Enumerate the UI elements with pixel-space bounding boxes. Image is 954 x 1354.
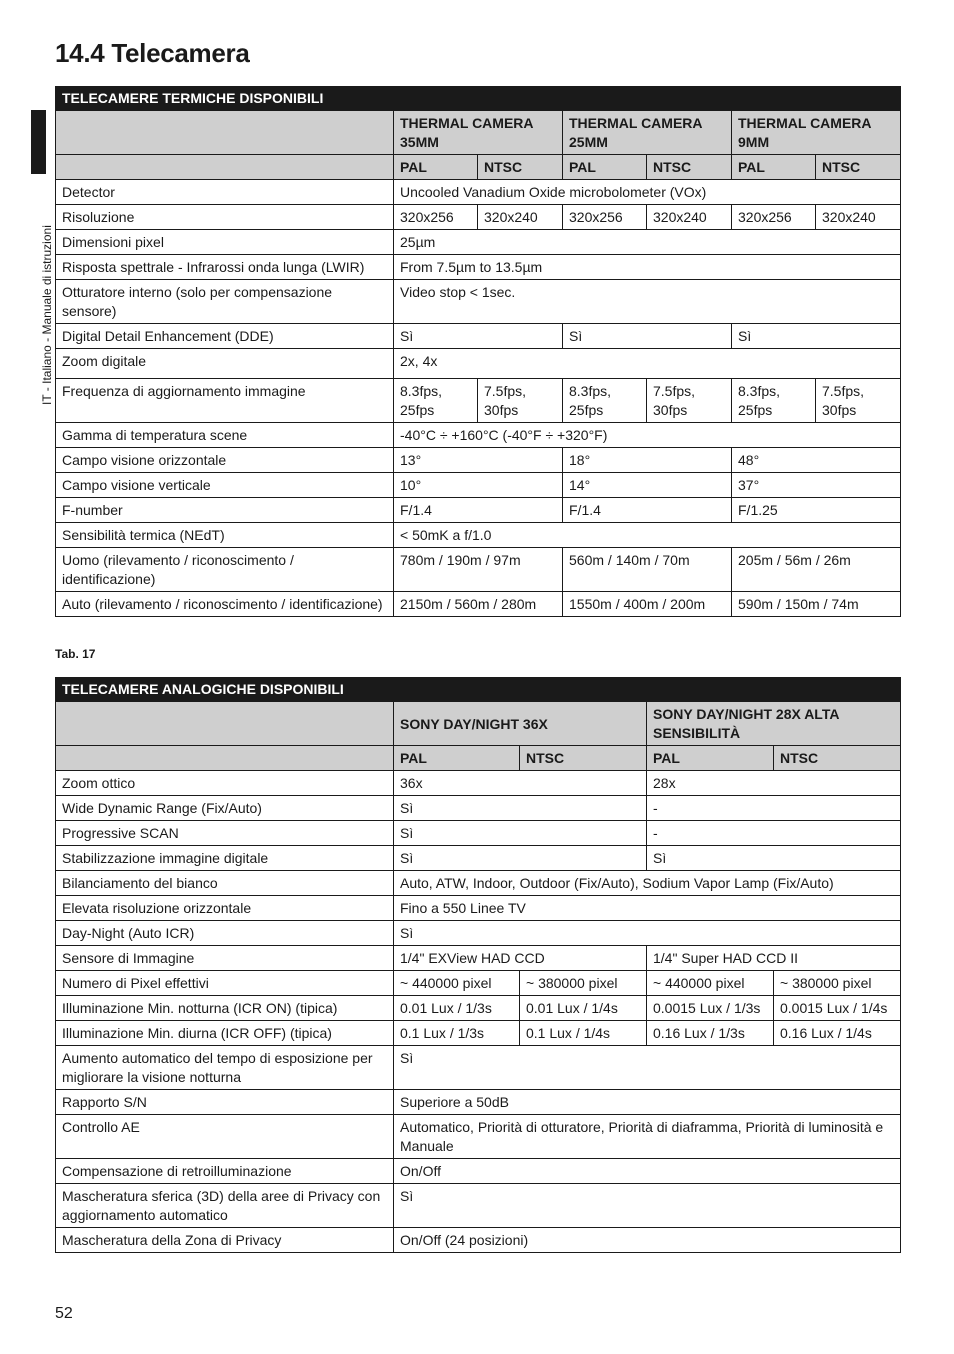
header-pal: PAL xyxy=(647,746,774,771)
table-row xyxy=(56,255,901,280)
table-row xyxy=(56,498,901,523)
row-label: Progressive SCAN xyxy=(56,821,394,846)
header-ntsc: NTSC xyxy=(647,155,732,180)
cell-value: 320x256 xyxy=(394,205,478,230)
row-label: Dimensioni pixel xyxy=(56,230,394,255)
row-label: Frequenza di aggiornamento immagine xyxy=(56,379,394,423)
cell-value: 0.0015 Lux / 1/4s xyxy=(774,996,901,1021)
cell-value: 25µm xyxy=(394,230,901,255)
cell-value: 780m / 190m / 97m xyxy=(394,548,563,592)
page-number: 52 xyxy=(55,1305,73,1322)
row-label: Illuminazione Min. notturna (ICR ON) (tipica) xyxy=(56,996,394,1021)
table-row xyxy=(56,1115,901,1159)
cell-value: ~ 440000 pixel xyxy=(647,971,774,996)
table-row xyxy=(56,821,901,846)
cell-value: - xyxy=(647,821,901,846)
cell-value: 0.01 Lux / 1/3s xyxy=(394,996,520,1021)
cell-value: Sì xyxy=(394,796,647,821)
cell-value: Automatico, Priorità di otturatore, Priorità di diaframma, Priorità di luminosità e Manuale xyxy=(394,1115,901,1159)
cell-value: 13° xyxy=(394,448,563,473)
row-label: Risoluzione xyxy=(56,205,394,230)
cell-value: 320x240 xyxy=(816,205,901,230)
cell-value: Sì xyxy=(394,846,647,871)
cell-value: Uncooled Vanadium Oxide microbolometer (VOx) xyxy=(394,180,901,205)
row-label: Sensibilità termica (NEdT) xyxy=(56,523,394,548)
row-label: Gamma di temperatura scene xyxy=(56,423,394,448)
table-row xyxy=(56,1159,901,1184)
cell-value: 320x240 xyxy=(478,205,563,230)
row-label: Mascheratura sferica (3D) della aree di Privacy con aggiornamento automatico xyxy=(56,1184,394,1228)
header-sony-28x: SONY DAY/NIGHT 28X ALTA SENSIBILITÀ xyxy=(647,702,901,746)
table-row xyxy=(56,996,901,1021)
table-row xyxy=(56,971,901,996)
header-pal: PAL xyxy=(394,155,478,180)
table-row xyxy=(56,349,901,379)
page-title: 14.4 Telecamera xyxy=(55,38,250,68)
cell-value: 320x240 xyxy=(647,205,732,230)
row-label: Zoom ottico xyxy=(56,771,394,796)
row-label: Controllo AE xyxy=(56,1115,394,1159)
cell-value: 10° xyxy=(394,473,563,498)
cell-value: Sì xyxy=(394,1184,901,1228)
cell-value: 8.3fps, 25fps xyxy=(563,379,647,423)
header-ntsc: NTSC xyxy=(478,155,563,180)
cell-value: 2150m / 560m / 280m xyxy=(394,592,563,617)
table-banner: TELECAMERE TERMICHE DISPONIBILI xyxy=(56,87,901,111)
row-label: Bilanciamento del bianco xyxy=(56,871,394,896)
cell-value: 1550m / 400m / 200m xyxy=(563,592,732,617)
row-label: Uomo (rilevamento / riconoscimento / identificazione) xyxy=(56,548,394,592)
cell-value: 320x256 xyxy=(732,205,816,230)
row-label: Detector xyxy=(56,180,394,205)
cell-value: Sì xyxy=(647,846,901,871)
cell-value: 0.16 Lux / 1/3s xyxy=(647,1021,774,1046)
cell-value: 2x, 4x xyxy=(394,349,901,379)
cell-value: Fino a 550 Linee TV xyxy=(394,896,901,921)
cell-value: Superiore a 50dB xyxy=(394,1090,901,1115)
row-label: Digital Detail Enhancement (DDE) xyxy=(56,324,394,349)
table-row xyxy=(56,592,901,617)
cell-value: From 7.5µm to 13.5µm xyxy=(394,255,901,280)
header-cam-25mm: THERMAL CAMERA 25MM xyxy=(563,111,732,155)
row-label: Illuminazione Min. diurna (ICR OFF) (tipica) xyxy=(56,1021,394,1046)
table-row xyxy=(56,796,901,821)
cell-value: Auto, ATW, Indoor, Outdoor (Fix/Auto), Sodium Vapor Lamp (Fix/Auto) xyxy=(394,871,901,896)
cell-value: Sì xyxy=(394,821,647,846)
cell-value: 1/4" Super HAD CCD II xyxy=(647,946,901,971)
table-row xyxy=(56,324,901,349)
row-label: Campo visione verticale xyxy=(56,473,394,498)
table-banner: TELECAMERE ANALOGICHE DISPONIBILI xyxy=(56,678,901,702)
table-caption: Tab. 17 xyxy=(55,647,96,661)
table-row xyxy=(56,548,901,592)
table-row xyxy=(56,1021,901,1046)
cell-value: 7.5fps, 30fps xyxy=(816,379,901,423)
header-cam-9mm: THERMAL CAMERA 9MM xyxy=(732,111,901,155)
row-label: Numero di Pixel effettivi xyxy=(56,971,394,996)
cell-value: On/Off xyxy=(394,1159,901,1184)
cell-value: 18° xyxy=(563,448,732,473)
table-row xyxy=(56,205,901,230)
table-row xyxy=(56,280,901,324)
analog-cameras-table xyxy=(55,677,901,1253)
cell-value: 0.1 Lux / 1/4s xyxy=(520,1021,647,1046)
row-label: Campo visione orizzontale xyxy=(56,448,394,473)
table-row xyxy=(56,180,901,205)
row-label: Elevata risoluzione orizzontale xyxy=(56,896,394,921)
table-row xyxy=(56,1228,901,1253)
cell-value: ~ 380000 pixel xyxy=(520,971,647,996)
cell-value: 8.3fps, 25fps xyxy=(732,379,816,423)
table-row xyxy=(56,379,901,423)
row-label: Mascheratura della Zona di Privacy xyxy=(56,1228,394,1253)
cell-value: F/1.4 xyxy=(563,498,732,523)
table-row xyxy=(56,1184,901,1228)
row-label: Wide Dynamic Range (Fix/Auto) xyxy=(56,796,394,821)
header-blank xyxy=(56,155,394,180)
cell-value: Video stop < 1sec. xyxy=(394,280,901,324)
table-row xyxy=(56,523,901,548)
row-label: Auto (rilevamento / riconoscimento / identificazione) xyxy=(56,592,394,617)
side-label: IT - Italiano - Manuale di istruzioni xyxy=(40,225,54,405)
cell-value: 14° xyxy=(563,473,732,498)
table-row xyxy=(56,1090,901,1115)
table-row xyxy=(56,771,901,796)
cell-value: 36x xyxy=(394,771,647,796)
cell-value: < 50mK a f/1.0 xyxy=(394,523,901,548)
cell-value: 8.3fps, 25fps xyxy=(394,379,478,423)
header-pal: PAL xyxy=(563,155,647,180)
thermal-cameras-table xyxy=(55,86,901,617)
cell-value: 560m / 140m / 70m xyxy=(563,548,732,592)
cell-value: 0.01 Lux / 1/4s xyxy=(520,996,647,1021)
row-label: Zoom digitale xyxy=(56,349,394,379)
cell-value: 7.5fps, 30fps xyxy=(647,379,732,423)
table-row xyxy=(56,1046,901,1090)
cell-value: 0.0015 Lux / 1/3s xyxy=(647,996,774,1021)
cell-value: - xyxy=(647,796,901,821)
row-label: Sensore di Immagine xyxy=(56,946,394,971)
row-label: Otturatore interno (solo per compensazione sensore) xyxy=(56,280,394,324)
cell-value: 28x xyxy=(647,771,901,796)
table-row xyxy=(56,846,901,871)
cell-value: 1/4" EXView HAD CCD xyxy=(394,946,647,971)
row-label: Day-Night (Auto ICR) xyxy=(56,921,394,946)
row-label: F-number xyxy=(56,498,394,523)
cell-value: ~ 380000 pixel xyxy=(774,971,901,996)
row-label: Risposta spettrale - Infrarossi onda lunga (LWIR) xyxy=(56,255,394,280)
cell-value: ~ 440000 pixel xyxy=(394,971,520,996)
sidebar-marker xyxy=(31,110,46,174)
table-row xyxy=(56,896,901,921)
header-sony-36x: SONY DAY/NIGHT 36X xyxy=(394,702,647,746)
table-row xyxy=(56,230,901,255)
cell-value: 320x256 xyxy=(563,205,647,230)
row-label: Compensazione di retroilluminazione xyxy=(56,1159,394,1184)
header-pal: PAL xyxy=(394,746,520,771)
cell-value: Sì xyxy=(394,1046,901,1090)
cell-value: 7.5fps, 30fps xyxy=(478,379,563,423)
table-row xyxy=(56,946,901,971)
header-blank xyxy=(56,111,394,155)
cell-value: -40°C ÷ +160°C (-40°F ÷ +320°F) xyxy=(394,423,901,448)
row-label: Stabilizzazione immagine digitale xyxy=(56,846,394,871)
cell-value: 0.1 Lux / 1/3s xyxy=(394,1021,520,1046)
cell-value: Sì xyxy=(563,324,732,349)
cell-value: Sì xyxy=(394,921,901,946)
table-row xyxy=(56,921,901,946)
header-blank xyxy=(56,746,394,771)
cell-value: Sì xyxy=(394,324,563,349)
header-ntsc: NTSC xyxy=(816,155,901,180)
table-row xyxy=(56,871,901,896)
header-ntsc: NTSC xyxy=(774,746,901,771)
header-cam-35mm: THERMAL CAMERA 35MM xyxy=(394,111,563,155)
cell-value: On/Off (24 posizioni) xyxy=(394,1228,901,1253)
cell-value: 0.16 Lux / 1/4s xyxy=(774,1021,901,1046)
table-row xyxy=(56,473,901,498)
cell-value: 37° xyxy=(732,473,901,498)
header-pal: PAL xyxy=(732,155,816,180)
cell-value: Sì xyxy=(732,324,901,349)
cell-value: 590m / 150m / 74m xyxy=(732,592,901,617)
table-row xyxy=(56,448,901,473)
cell-value: 48° xyxy=(732,448,901,473)
header-ntsc: NTSC xyxy=(520,746,647,771)
cell-value: 205m / 56m / 26m xyxy=(732,548,901,592)
cell-value: F/1.25 xyxy=(732,498,901,523)
cell-value: F/1.4 xyxy=(394,498,563,523)
table-row xyxy=(56,423,901,448)
row-label: Rapporto S/N xyxy=(56,1090,394,1115)
row-label: Aumento automatico del tempo di esposizione per migliorare la visione notturna xyxy=(56,1046,394,1090)
header-blank xyxy=(56,702,394,746)
